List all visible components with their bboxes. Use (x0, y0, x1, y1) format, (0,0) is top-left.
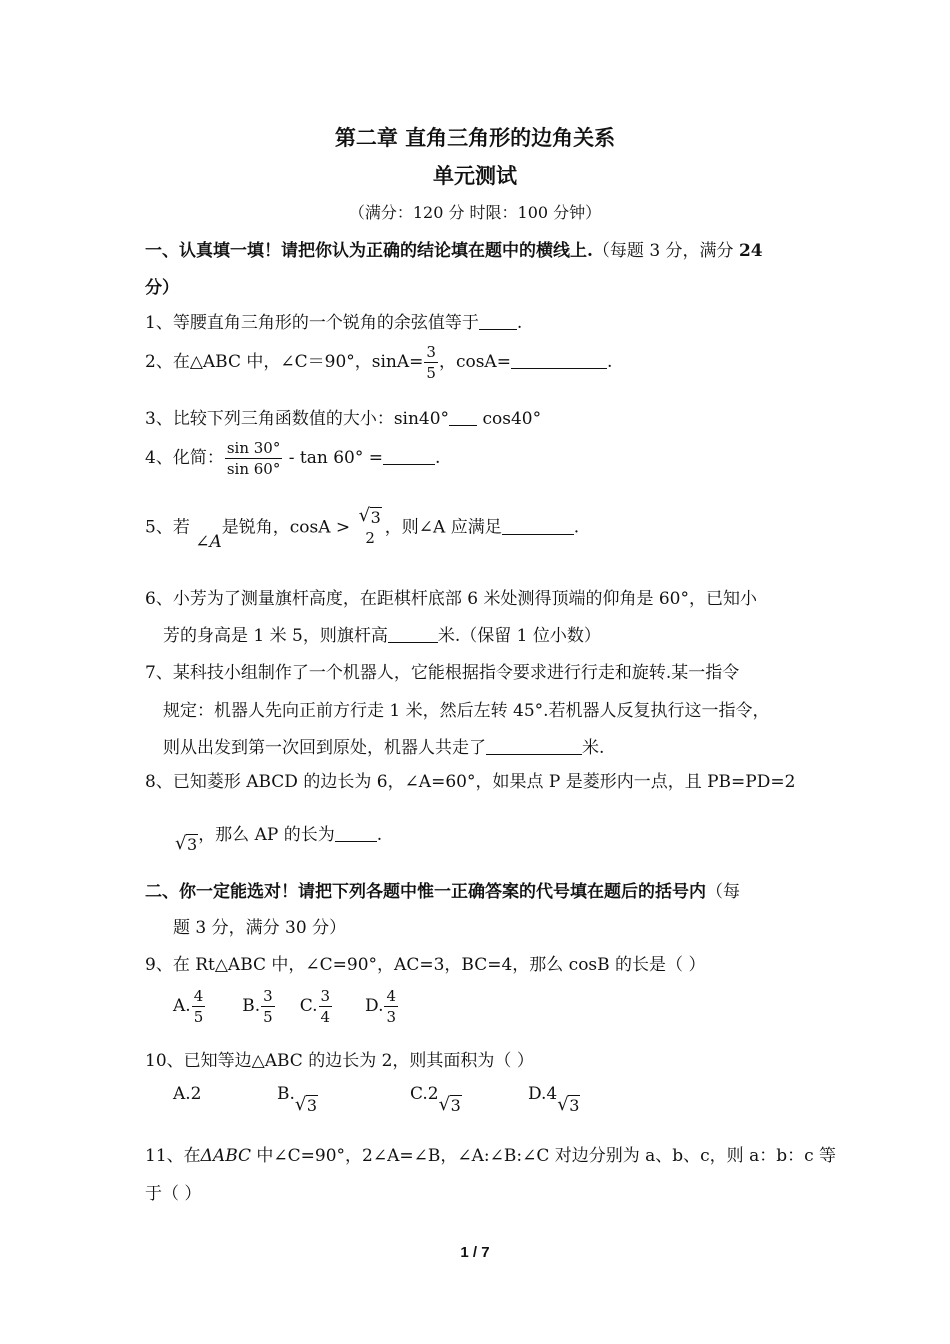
answer-blank (479, 311, 517, 330)
sqrt: √ 3 (175, 833, 198, 854)
question-6-line-2: 芳的身高是 1 米 5，则旗杆高 米.（保留 1 位小数） (163, 626, 601, 646)
option-b: B. $\frac{3}{5}$ (242, 987, 273, 1026)
page-subtitle: 单元测试 (433, 163, 517, 188)
page-title: 第二章 直角三角形的边角关系 (334, 125, 616, 150)
section-1-heading: 一、认真填一填！请把你认为正确的结论填在题中的横线上.（每题 3 分，满分 24 (145, 241, 763, 261)
question-3: 3、比较下列三角函数值的大小：sin40° cos40° (145, 409, 542, 429)
answer-blank (511, 350, 607, 369)
answer-blank (502, 516, 574, 535)
fraction: √ 3 2 (358, 505, 381, 547)
section-1-heading-end: 分） (145, 278, 179, 298)
question-11-line-2: 于（ ） (145, 1184, 202, 1204)
question-4: 4、化简： $\frac{\sin 30^\circ}{\sin 60^\circ}$ - tan 60° = . (145, 439, 441, 478)
question-6-line-1: 6、小芳为了测量旗杆高度，在距棋杆底部 6 米处测得顶端的仰角是 60°，已知小 (145, 589, 757, 609)
answer-blank (388, 624, 438, 643)
option-d: D. $\frac{4}{3}$ (365, 987, 397, 1026)
question-10: 10、已知等边△ABC 的边长为 2，则其面积为（ ） (145, 1051, 534, 1071)
question-9-options (173, 986, 399, 1027)
sqrt: √ 3 (358, 505, 381, 527)
fraction: $\frac{\sin 30^\circ}{\sin 60^\circ}$ (226, 439, 281, 478)
question-7-line-3: 则从出发到第一次回到原处，机器人共走了 米. (163, 738, 605, 758)
page-number: 1 / 7 (460, 1244, 490, 1261)
section-2-heading-line-2: 题 3 分，满分 30 分） (173, 918, 347, 938)
section-2-heading: 二、你一定能选对！请把下列各题中惟一正确答案的代号填在题后的括号内（每 (145, 882, 740, 902)
question-7-line-2: 规定：机器人先向正前方行走 1 米，然后左转 45°.若机器人反复执行这一指令， (163, 701, 770, 721)
answer-blank (335, 823, 377, 842)
option-a: A. $\frac{4}{5}$ (173, 987, 204, 1026)
question-11-line-1: 11、在ΔABC 中∠C=90°，2∠A=∠B，∠A:∠B:∠C 对边分别为 a、b、c，则 a：b：c 等 (145, 1146, 837, 1166)
exam-meta: （满分：120 分 时限：100 分钟） (348, 203, 602, 222)
question-2: 2、在△ABC 中，∠C＝90°，sinA= $\frac{3}{5}$ ，cosA= . (145, 343, 613, 382)
question-5: 5、若 ∠A是锐角，cosA > √ 3 2 ，则∠A 应满足 . (145, 505, 580, 552)
answer-blank (383, 446, 435, 465)
question-10-option-d: D.4 √ 3 (528, 1084, 580, 1115)
question-8-line-2: √ 3，那么 AP 的长为 . (175, 825, 383, 854)
option-c: C. $\frac{3}{4}$ (299, 987, 331, 1026)
question-9: 9、在 Rt△ABC 中，∠C=90°，AC=3，BC=4，那么 cosB 的长是（ ） (145, 955, 706, 975)
question-7-line-1: 7、某科技小组制作了一个机器人，它能根据指令要求进行行走和旋转.某一指令 (145, 663, 740, 683)
question-10-option-b: B. √ 3 (277, 1084, 318, 1115)
fraction: $\frac{3}{5}$ (426, 343, 436, 382)
answer-blank (449, 407, 477, 426)
question-10-option-a: A.2 (173, 1084, 202, 1104)
answer-blank (486, 736, 582, 755)
question-8-line-1: 8、已知菱形 ABCD 的边长为 6，∠A=60°，如果点 P 是菱形内一点，且 PB=PD=2 (145, 772, 796, 792)
question-1: 1、等腰直角三角形的一个锐角的余弦值等于 . (145, 313, 523, 333)
question-10-option-c: C.2 √ 3 (410, 1084, 461, 1115)
